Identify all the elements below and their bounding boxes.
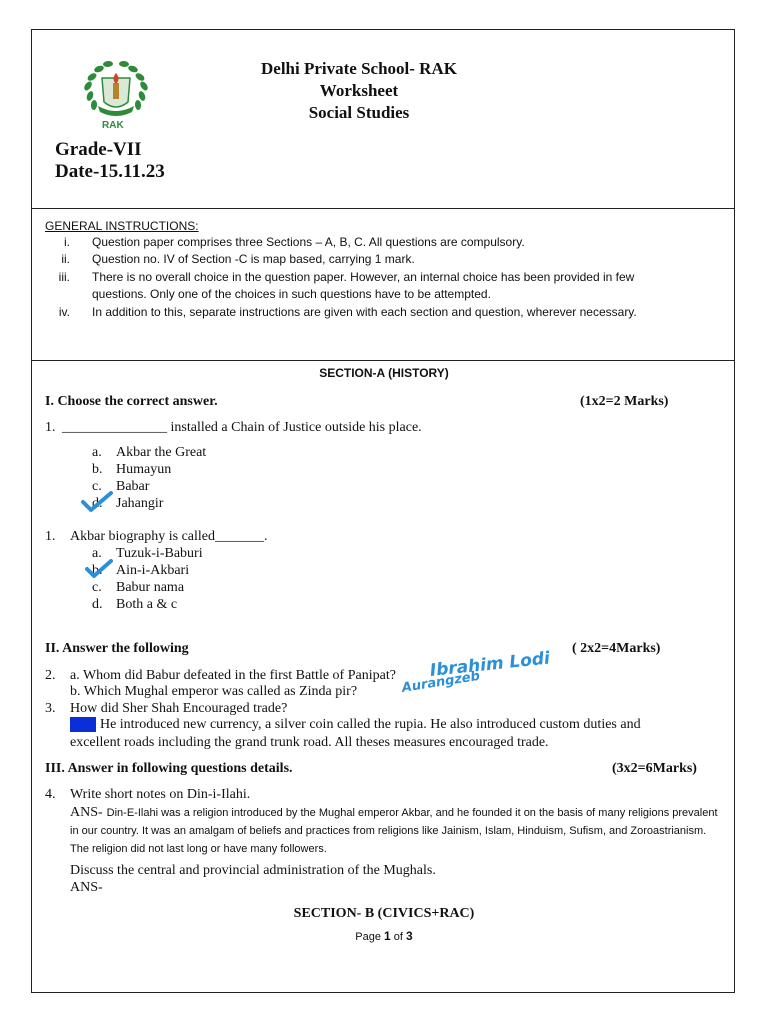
question-5: Discuss the central and provincial administration of the Mughals. (70, 863, 436, 878)
part-1-heading: I. Choose the correct answer. (45, 394, 218, 409)
option-text: Jahangir (116, 496, 164, 511)
question-number: 3. (45, 701, 56, 716)
document-type: Worksheet (319, 81, 399, 100)
section-a-title: SECTION-A (HISTORY) (319, 366, 449, 380)
instruction-text: In addition to this, separate instructions are given with each section and question, wherever necessary. (92, 305, 637, 319)
instruction-text-continued: questions. Only one of the choices in such questions have to be attempted. (92, 287, 491, 301)
question-number: 1. (45, 420, 56, 435)
option-text: Ain-i-Akbari (116, 563, 190, 578)
question-number: 1. (45, 529, 56, 544)
instruction-number: ii. (61, 252, 70, 266)
grade-label: Grade-VII (55, 139, 142, 160)
divider (32, 208, 734, 209)
instruction-number: iii. (58, 270, 70, 284)
option-text: Babur nama (116, 580, 185, 595)
instruction-text: Question paper comprises three Sections – A, B, C. All questions are compulsory. (92, 235, 525, 249)
date-label: Date-15.11.23 (55, 161, 165, 182)
option-letter: d. (92, 597, 103, 612)
option-letter: b. (92, 563, 103, 578)
question-text: Akbar biography is called_______. (70, 529, 268, 544)
question-number: 2. (45, 668, 56, 683)
section-b-title: SECTION- B (CIVICS+RAC) (293, 906, 475, 921)
answer-label: ANS- (70, 805, 103, 820)
option (92, 445, 206, 461)
question-2 (45, 529, 268, 545)
instruction-number: i. (64, 235, 70, 249)
answer-3-continued: excellent roads including the grand trunk road. All theses measures encouraged trade. (70, 735, 549, 750)
worksheet-page (31, 29, 735, 993)
part-2-heading: II. Answer the following (45, 641, 189, 656)
divider (32, 360, 734, 361)
instruction-number: iv. (58, 305, 70, 319)
handwritten-answer: Ibrahim Lodi (428, 648, 551, 681)
option-text: Both a & c (116, 597, 178, 612)
part-2-marks: ( 2x2=4Marks) (572, 641, 661, 656)
check-mark-icon (84, 558, 114, 580)
logo-text: RAK (102, 120, 124, 131)
option-letter: a. (92, 546, 102, 561)
option-letter: c. (92, 580, 102, 595)
instruction-text: There is no overall choice in the question paper. However, an internal choice has been provided in few (92, 270, 635, 284)
question-text: _______________ installed a Chain of Justice outside his place. (62, 420, 422, 435)
option-text: Akbar the Great (116, 445, 207, 460)
page-current: 1 (384, 929, 391, 943)
option-text: Humayun (116, 462, 172, 477)
of-word: of (393, 931, 403, 943)
question-text: Write short notes on Din-i-Ilahi. (70, 787, 251, 802)
answer-5-label: ANS- (70, 880, 103, 895)
question-3 (45, 701, 287, 717)
instruction-text: Question no. IV of Section -C is map based, carrying 1 mark. (92, 252, 415, 266)
answer-3 (70, 717, 641, 733)
question-2a (45, 668, 396, 684)
part-1-marks: (1x2=2 Marks) (580, 394, 669, 409)
option-letter: a. (92, 445, 102, 460)
answer-label-highlighted: Ans: (70, 717, 97, 732)
question-1 (45, 420, 422, 436)
instructions-heading: GENERAL INSTRUCTIONS: (45, 219, 199, 233)
question-4 (45, 787, 250, 803)
check-mark-icon (80, 490, 114, 514)
page-total: 3 (406, 929, 413, 943)
page-number (32, 929, 736, 943)
option-letter: b. (92, 462, 103, 477)
option-text: Tuzuk-i-Baburi (116, 546, 203, 561)
question-number: 4. (45, 787, 56, 802)
option-letter: c. (92, 479, 102, 494)
option (92, 580, 184, 596)
school-name: Delhi Private School- RAK (261, 59, 457, 78)
question-text: a. Whom did Babur defeated in the first Battle of Panipat? (70, 668, 396, 683)
answer-text: Din-E-Ilahi was a religion introduced by the Mughal emperor Akbar, and he founded it on the basis of many religions prevalent in our country. It was an amalgam of beliefs and practices from religions like Jainism, Islam, Hinduism, Sufism, and Zoroastrianism. The religion did not last long or have many followers. (70, 807, 718, 855)
option (92, 462, 171, 478)
option-text: Babar (116, 479, 150, 494)
answer-4 (70, 803, 724, 857)
part-3-marks: (3x2=6Marks) (612, 761, 697, 776)
question-2b: b. Which Mughal emperor was called as Zinda pir? (70, 684, 358, 699)
subject-title: Social Studies (308, 103, 410, 122)
part-3-heading: III. Answer in following questions details. (45, 761, 293, 776)
page-word: Page (355, 931, 381, 943)
handwritten-answer: Aurangzeb (400, 668, 481, 696)
answer-text: He introduced new currency, a silver coin called the rupia. He also introduced custom duties and (96, 717, 641, 732)
option-letter: d. (92, 496, 103, 511)
question-text: How did Sher Shah Encouraged trade? (70, 701, 288, 716)
option (92, 597, 177, 613)
